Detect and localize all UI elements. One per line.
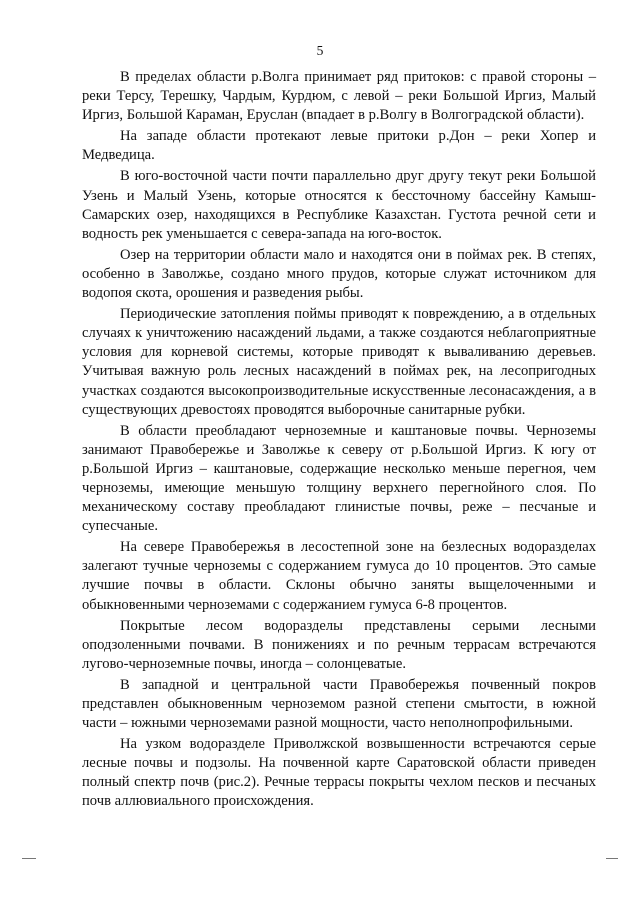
- paragraph-don-tributaries: На западе области протекают левые притоки р.Дон – реки Хопер и Медведица.: [82, 128, 596, 164]
- document-body: [82, 68, 596, 814]
- paragraph-forest-soils: Покрытые лесом водоразделы представлены серыми лесными оподзоленными почвами. В понижениях и по речным террасам встречаются лугово-черноземные почвы, иногда – солонцеватые.: [82, 617, 596, 672]
- scan-mark-left: [22, 858, 36, 859]
- paragraph-soil-types: В области преобладают черноземные и каштановые почвы. Черноземы занимают Правобережье и Заволжье к северу от р.Большой Иргиз. К югу от р.Большой Иргиз – каштановые, содержащие несколько меньше перегноя, чем черноземы, имеющие меньшую толщину верхнего перегнойного слоя. По механическому составу преобладают глинистые почвы, реже – песчаные и супесчаные.: [82, 422, 596, 535]
- paragraph-north-chernozems: На севере Правобережья в лесостепной зоне на безлесных водоразделах залегают тучные черноземы с содержанием гумуса до 10 процентов. Это самые лучшие почвы в области. Склоны обычно заняты выщелоченными и обыкновенными черноземами с содержанием гумуса 6-8 процентов.: [82, 539, 596, 613]
- paragraph-lakes-ponds: Озер на территории области мало и находятся они в поймах рек. В степях, особенно в Заволжье, создано много прудов, которые служат источником для водопоя скота, орошения и разведения рыбы.: [82, 246, 596, 302]
- paragraph-west-central-soils: В западной и центральной части Правобережья почвенный покров представлен обыкновенным черноземом разной степени смытости, в южной части – южными черноземами разной мощности, часто неполнопрофильными.: [82, 676, 596, 732]
- paragraph-volga-upland-soils: На узком водоразделе Приволжской возвышенности встречаются серые лесные почвы и подзолы. На почвенной карте Саратовской области приведен полный спектр почв (рис.2). Речные террасы покрыты чехлом песков и песчаных почв аллювиального происхождения.: [82, 736, 596, 810]
- paragraph-uzen-rivers: В юго-восточной части почти параллельно друг другу текут реки Большой Узень и Малый Узень, которые относятся к бессточному бассейну Камыш-Самарских озер, находящихся в Республике Казахстан. Густота речной сети и водность рек уменьшается с севера-запада на юго-восток.: [82, 168, 596, 242]
- paragraph-volga-tributaries: В пределах области р.Волга принимает ряд притоков: с правой стороны – реки Терсу, Терешку, Чардым, Курдюм, с левой – реки Большой Иргиз, Малый Иргиз, Большой Караман, Еруслан (впадает в р.Волгу в Волгоградской области).: [82, 69, 596, 124]
- page-number: 5: [316, 43, 324, 58]
- scan-mark-right: [606, 858, 618, 859]
- paragraph-floodplain-forests: Периодические затопления поймы приводят к повреждению, а в отдельных случаях к уничтожению насаждений льдами, а также создаются неблагоприятные условия для корневой системы, которые приводят к вываливанию деревьев. Учитывая важную роль лесных насаждений в поймах рек, на лесопригодных участках создаются высокопроизводительные искусственные лесонасаждения, а в существующих древостоях проводятся выборочные санитарные рубки.: [82, 306, 596, 418]
